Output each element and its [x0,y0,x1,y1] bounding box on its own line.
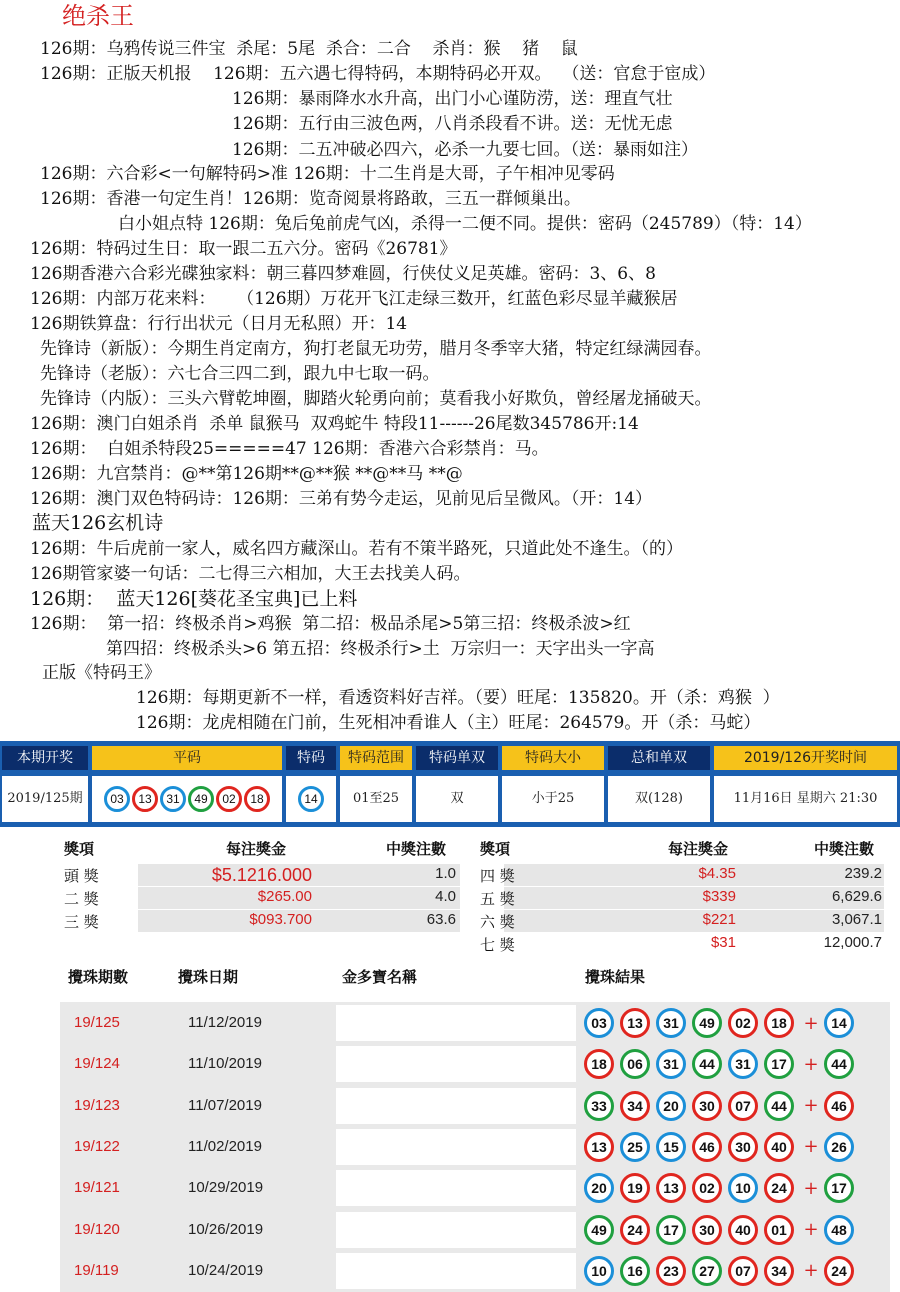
prize-header: 獎項 [480,840,511,858]
text-line: 126期： 第一招：终极杀肖>鸡猴 第二招：极品杀尾>5第三招：终极杀波>红 [30,614,631,634]
draw-ball: 30 [692,1091,722,1121]
results-header: 2019/126开奖时间 [714,746,897,770]
special-ball: 14 [298,786,324,812]
count-header: 中獎注數 [386,840,447,858]
draw-ball: 18 [584,1049,614,1079]
number-ball: 13 [132,786,158,812]
prize-header: 獎項 [64,840,95,858]
results-bar [0,741,900,827]
special-ball: 26 [824,1132,854,1162]
prize-amount: $5.1216.000 [211,865,312,885]
prize-name: 三 獎 [64,913,99,931]
number-ball: 18 [244,786,270,812]
draw-ball: 34 [620,1091,650,1121]
text-line: 126期：暴雨降水水升高，出门小心谨防涝，送：理直气壮 [232,89,673,109]
draw-ball: 30 [728,1132,758,1162]
text-line: 126期：每期更新不一样，看透资料好吉祥。（要）旺尾：135820。开（杀：鸡猴 ） [136,688,780,708]
draw-name-cell [336,1046,576,1082]
plus-sign: + [803,1136,819,1158]
draw-ball: 46 [692,1132,722,1162]
text-line: 126期：牛后虎前一家人，威名四方藏深山。若有不策半路死，只道此处不逢生。（的） [30,539,683,559]
draw-ball: 10 [728,1173,758,1203]
text-line: 126期： 蓝天126[葵花圣宝典]已上料 [30,588,358,610]
draw-date: 10/29/2019 [188,1179,264,1197]
draw-name-cell [336,1253,576,1289]
plus-sign: + [803,1012,819,1034]
results-header: 总和单双 [608,746,710,770]
amount-header: 每注獎金 [226,840,287,858]
plus-sign: + [803,1260,819,1282]
text-line: 126期管家婆一句话：二七得三六相加，大王去找美人码。 [30,564,471,584]
draw-ball: 07 [728,1091,758,1121]
text-line: 先锋诗（老版）：六七合三四二到，跟九中七取一码。 [40,364,440,384]
draw-date: 10/24/2019 [188,1261,264,1279]
draw-name-cell [336,1005,576,1041]
draw-name-cell [336,1170,576,1206]
special-ball: 24 [824,1256,854,1286]
draw-name-cell [336,1212,576,1248]
draw-ball: 24 [620,1215,650,1245]
draw-period: 19/121 [74,1179,120,1197]
number-ball: 49 [188,786,214,812]
text-line: 第四招：终极杀头>6 第五招：终极杀行>土 万宗归一：天字出头一字高 [106,639,655,659]
draw-ball: 44 [692,1049,722,1079]
col-date: 攪珠日期 [178,968,239,986]
draw-ball: 02 [692,1173,722,1203]
draw-name-cell [336,1088,576,1124]
next-time-cell: 11月16日 星期六 21:30 [714,776,897,822]
prize-count: 239.2 [844,865,882,882]
special-ball: 14 [824,1008,854,1038]
draw-name-cell [336,1129,576,1165]
prize-count: 12,000.7 [823,934,882,951]
draw-ball: 23 [656,1256,686,1286]
numbers-cell [92,776,282,822]
results-header: 特码范围 [340,746,412,770]
text-line: 126期：内部万花来料： （126期）万花开飞江走绿三数开，红蓝色彩尽显羊藏猴居 [30,289,678,309]
draw-ball: 40 [764,1132,794,1162]
results-header: 特码单双 [416,746,498,770]
number-ball: 02 [216,786,242,812]
draw-balls [584,1043,860,1085]
amount-header: 每注獎金 [668,840,729,858]
draw-ball: 17 [656,1215,686,1245]
prize-count: 1.0 [435,865,456,882]
draw-ball: 03 [584,1008,614,1038]
range-cell: 01至25 [340,776,412,822]
draw-ball: 10 [584,1256,614,1286]
prize-name: 六 獎 [480,913,515,931]
prize-amount: $221 [702,911,736,928]
text-line: 126期：香港一句定生肖！126期：览奇阅景将路敢，三五一群倾巢出。 [40,189,581,209]
draw-balls [584,1002,860,1044]
draw-balls [584,1250,860,1292]
draw-date: 11/07/2019 [188,1096,262,1114]
special-ball: 44 [824,1049,854,1079]
prize-name: 二 獎 [64,890,99,908]
draw-balls [584,1167,860,1209]
draw-period: 19/119 [74,1261,119,1279]
text-line: 蓝天126玄机诗 [32,512,164,534]
draw-ball: 49 [584,1215,614,1245]
size-cell: 小于25 [502,776,604,822]
draw-period: 19/122 [74,1137,120,1155]
draw-ball: 49 [692,1008,722,1038]
table-row [60,1209,890,1251]
number-ball: 31 [160,786,186,812]
special-ball: 17 [824,1173,854,1203]
prize-count: 6,629.6 [831,888,882,905]
draw-period: 19/124 [74,1055,120,1073]
draw-ball: 13 [584,1132,614,1162]
period-cell: 2019/125期 [2,776,88,822]
draw-ball: 18 [764,1008,794,1038]
plus-sign: + [803,1053,819,1075]
text-line: 126期：六合彩<一句解特码>准 126期：十二生肖是大哥，子午相冲见零码 [40,164,615,184]
plus-sign: + [803,1177,819,1199]
text-line: 先锋诗（新版）：今期生肖定南方，狗打老鼠无功劳，腊月冬季宰大猪，特定红绿满园春。 [40,339,712,359]
col-result: 攪珠結果 [585,968,646,986]
draw-date: 11/12/2019 [188,1014,262,1031]
number-ball: 03 [104,786,130,812]
draw-balls [584,1085,860,1127]
col-period: 攪珠期數 [68,968,129,986]
results-header: 本期开奖 [2,746,88,770]
draw-balls [584,1209,860,1251]
text-line: 126期：龙虎相随在门前，生死相冲看谁人（主）旺尾：264579。开（杀：马蛇） [136,713,761,733]
prize-amount: $4.35 [698,865,736,882]
text-line: 白小姐点特 126期：兔后兔前虎气凶，杀得一二便不同。提供：密码（245789）（特：14） [118,214,812,234]
special-ball: 48 [824,1215,854,1245]
draw-ball: 15 [656,1132,686,1162]
text-line: 正版《特码王》 [42,663,161,683]
text-line: 126期：二五冲破必四六，必杀一九要七回。（送：暴雨如注） [232,140,698,160]
plus-sign: + [803,1219,819,1240]
draw-ball: 34 [764,1256,794,1286]
draw-ball: 31 [656,1008,686,1038]
prize-count: 3,067.1 [831,911,882,928]
draw-ball: 27 [692,1256,722,1286]
text-line: 126期： 白姐杀特段25=====47 126期：香港六合彩禁肖：马。 [30,439,549,459]
draw-ball: 44 [764,1091,794,1121]
draw-ball: 33 [584,1091,614,1121]
special-ball: 46 [824,1091,854,1121]
text-line: 126期：九宫禁肖：@**第126期**@**猴 **@**马 **@ [30,464,463,484]
results-header: 特码大小 [502,746,604,770]
draw-ball: 13 [620,1008,650,1038]
table-row [60,1043,890,1085]
draw-ball: 07 [728,1256,758,1286]
text-line: 先锋诗（内版）：三头六臂乾坤圈，脚踏火轮勇向前；莫看我小好欺负，曾经屠龙捅破天。 [40,389,712,409]
draw-ball: 17 [764,1049,794,1079]
draw-date: 10/26/2019 [188,1220,264,1238]
text-line: 126期：澳门双色特码诗：126期：三弟有势今走运，见前见后呈微风。（开：14） [30,489,653,509]
draw-ball: 30 [692,1215,722,1245]
draw-ball: 01 [764,1215,794,1245]
prize-name: 頭 獎 [64,867,99,885]
text-line: 126期香港六合彩光碟独家料：朝三暮四梦难圆，行侠仗义足英雄。密码：3、6、8 [30,264,656,284]
text-line: 126期：澳门白姐杀肖 杀单 鼠猴马 双鸡蛇牛 特段11------26尾数345786开:14 [30,414,639,434]
draw-ball: 20 [584,1173,614,1203]
draw-ball: 31 [728,1049,758,1079]
special-cell [286,776,336,822]
draw-ball: 19 [620,1173,650,1203]
draw-date: 11/10/2019 [188,1055,262,1073]
draw-date: 11/02/2019 [188,1137,262,1155]
draw-ball: 25 [620,1132,650,1162]
col-name: 金多寶名稱 [342,968,418,986]
text-line: 126期：正版天机报 126期：五六遇七得特码，本期特码必开双。 （送：官怠于宦成） [40,64,716,84]
draw-balls [584,1126,860,1168]
draw-ball: 20 [656,1091,686,1121]
draw-ball: 40 [728,1215,758,1245]
draw-period: 19/123 [74,1096,120,1114]
sum-cell: 双(128) [608,776,710,822]
prize-count: 63.6 [426,911,456,928]
results-header: 平码 [92,746,282,770]
prize-name: 五 獎 [480,890,515,908]
prize-amount: $31 [710,934,736,951]
table-row [60,1085,890,1127]
draw-ball: 16 [620,1256,650,1286]
odd-even-cell: 双 [416,776,498,822]
table-row [60,1002,890,1044]
plus-sign: + [803,1095,819,1117]
page-title: 绝杀王 [62,2,134,30]
prize-amount: $339 [702,888,736,905]
results-header: 特码 [286,746,336,770]
draw-ball: 06 [620,1049,650,1079]
draw-ball: 02 [728,1008,758,1038]
draw-ball: 13 [656,1173,686,1203]
text-line: 126期：特码过生日：取一跟二五六分。密码《26781》 [30,239,457,259]
table-row [60,1126,890,1168]
prize-name: 七 獎 [480,936,515,954]
prize-count: 4.0 [435,888,456,905]
table-row [60,1167,890,1209]
table-row [60,1250,890,1292]
draw-ball: 31 [656,1049,686,1079]
count-header: 中獎注數 [814,840,875,858]
text-line: 126期铁算盘：行行出状元（日月无私照）开：14 [30,314,408,334]
prize-amount: $093.700 [249,911,312,928]
text-line: 126期：五行由三波色两，八肖杀段看不讲。送：无忧无虑 [232,114,673,134]
prize-amount: $265.00 [257,888,312,905]
draw-period: 19/125 [74,1014,120,1031]
prize-name: 四 獎 [480,867,515,885]
draw-period: 19/120 [74,1220,120,1238]
text-line: 126期：乌鸦传说三件宝 杀尾：5尾 杀合：二合 杀肖：猴 猪 鼠 [40,39,578,59]
draw-ball: 24 [764,1173,794,1203]
